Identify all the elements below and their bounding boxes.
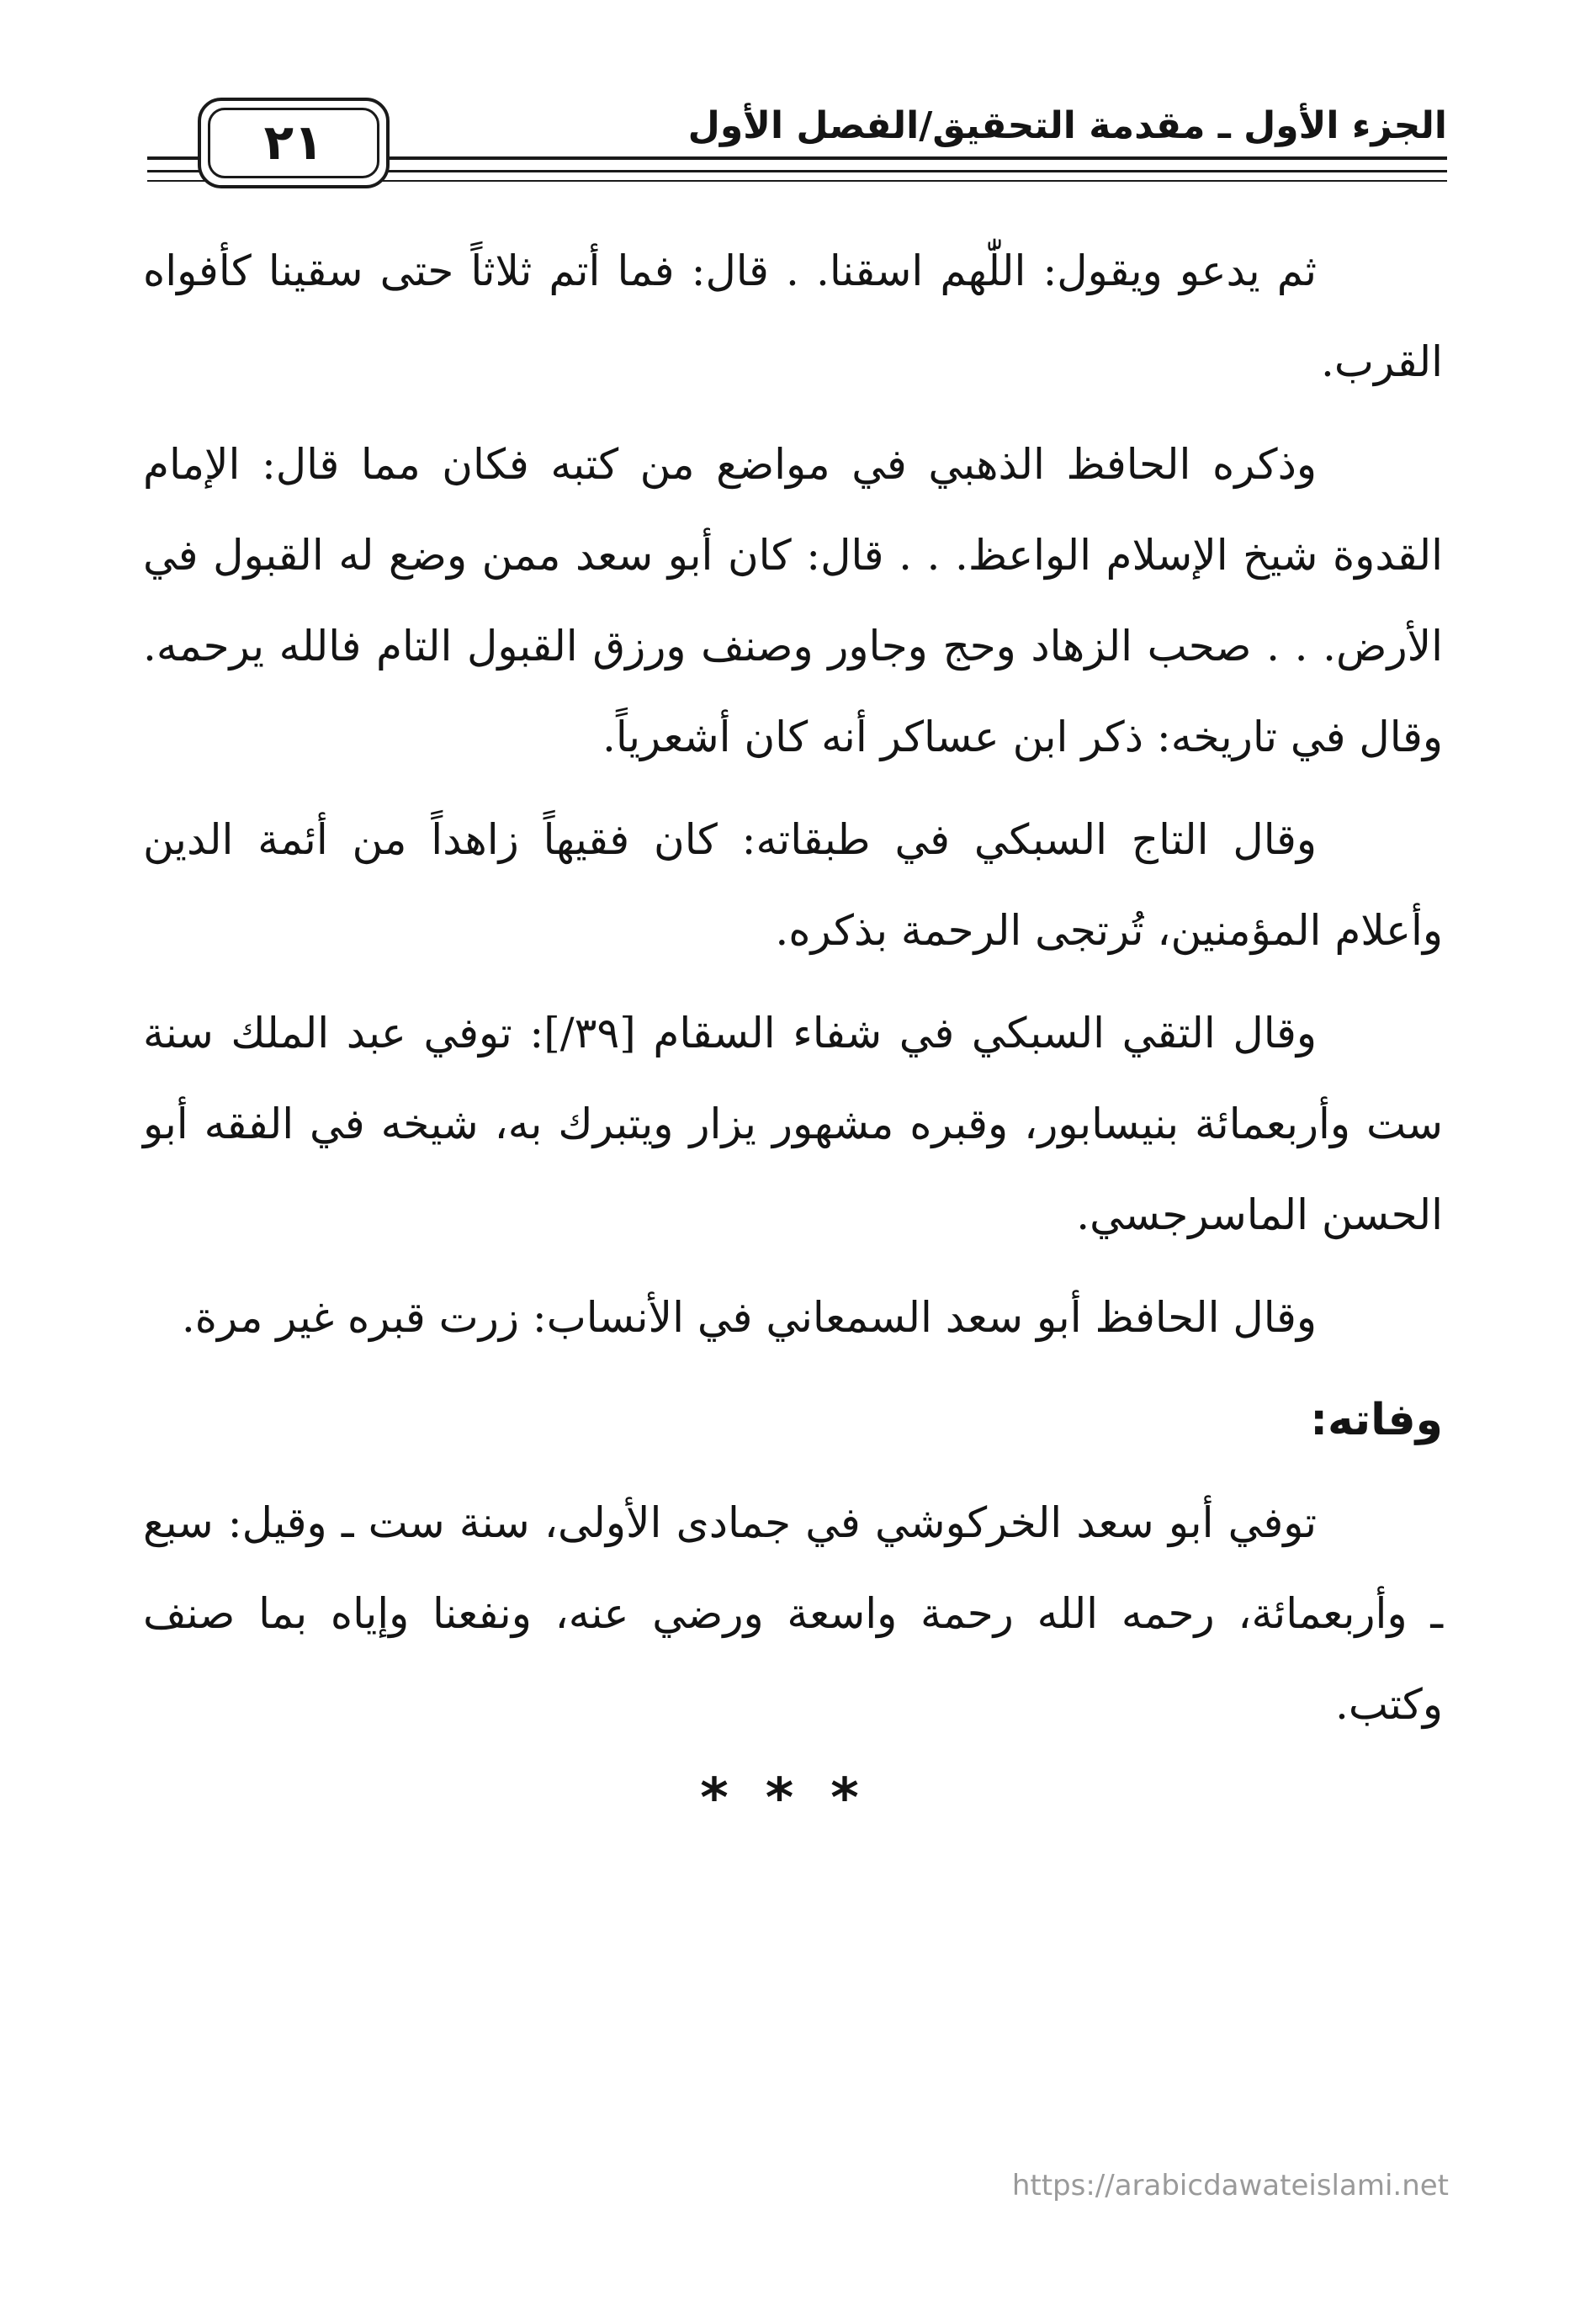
source-watermark: https://arabicdawateislami.net bbox=[1011, 2169, 1449, 2202]
paragraph: وقال الحافظ أبو سعد السمعاني في الأنساب: زرت قبره غير مرة. bbox=[181, 1293, 1317, 1342]
section-divider: *** bbox=[700, 1768, 896, 1830]
page-header bbox=[147, 93, 1447, 193]
paragraph: ثم يدعو ويقول: اللّٰهم اسقنا. . قال: فما أتم ثلاثاً حتى سقينا كأفواه القرب. bbox=[143, 246, 1443, 386]
running-head: الجزء الأول ـ مقدمة التحقيق/الفصل الأول bbox=[687, 104, 1447, 147]
section-heading: وفاته: bbox=[1310, 1395, 1443, 1445]
paragraph: توفي أبو سعد الخركوشي في جمادى الأولى، سنة ست ـ وقيل: سبع ـ وأربعمائة، رحمه الله رحمة واسعة ورضي عنه، ونفعنا وإياه بما صنف وكتب. bbox=[143, 1498, 1443, 1729]
paragraph: وقال التاج السبكي في طبقاته: كان فقيهاً زاهداً من أئمة الدين وأعلام المؤمنين، تُرتجى الرحمة بذكره. bbox=[143, 815, 1443, 955]
page-number: ٢١ bbox=[263, 114, 324, 171]
paragraph: وذكره الحافظ الذهبي في مواضع من كتبه فكان مما قال: الإمام القدوة شيخ الإسلام الواعظ. . . قال: كان أبو سعد ممن وضع له القبول في الأرض. . . صحب الزهاد وحج وجاور وصنف ورزق القبول التام فالله يرحمه. وقال في تاريخه: ذكر ابن عساكر أنه كان أشعرياً. bbox=[143, 440, 1443, 761]
page-number-frame bbox=[198, 98, 390, 188]
paragraph: وقال التقي السبكي في شفاء السقام [٣٩/]: توفي عبد الملك سنة ست وأربعمائة بنيسابور، وقبره مشهور يزار ويتبرك به، شيخه في الفقه أبو الحسن الماسرجسي. bbox=[143, 1009, 1443, 1239]
page-body bbox=[143, 225, 1443, 1750]
